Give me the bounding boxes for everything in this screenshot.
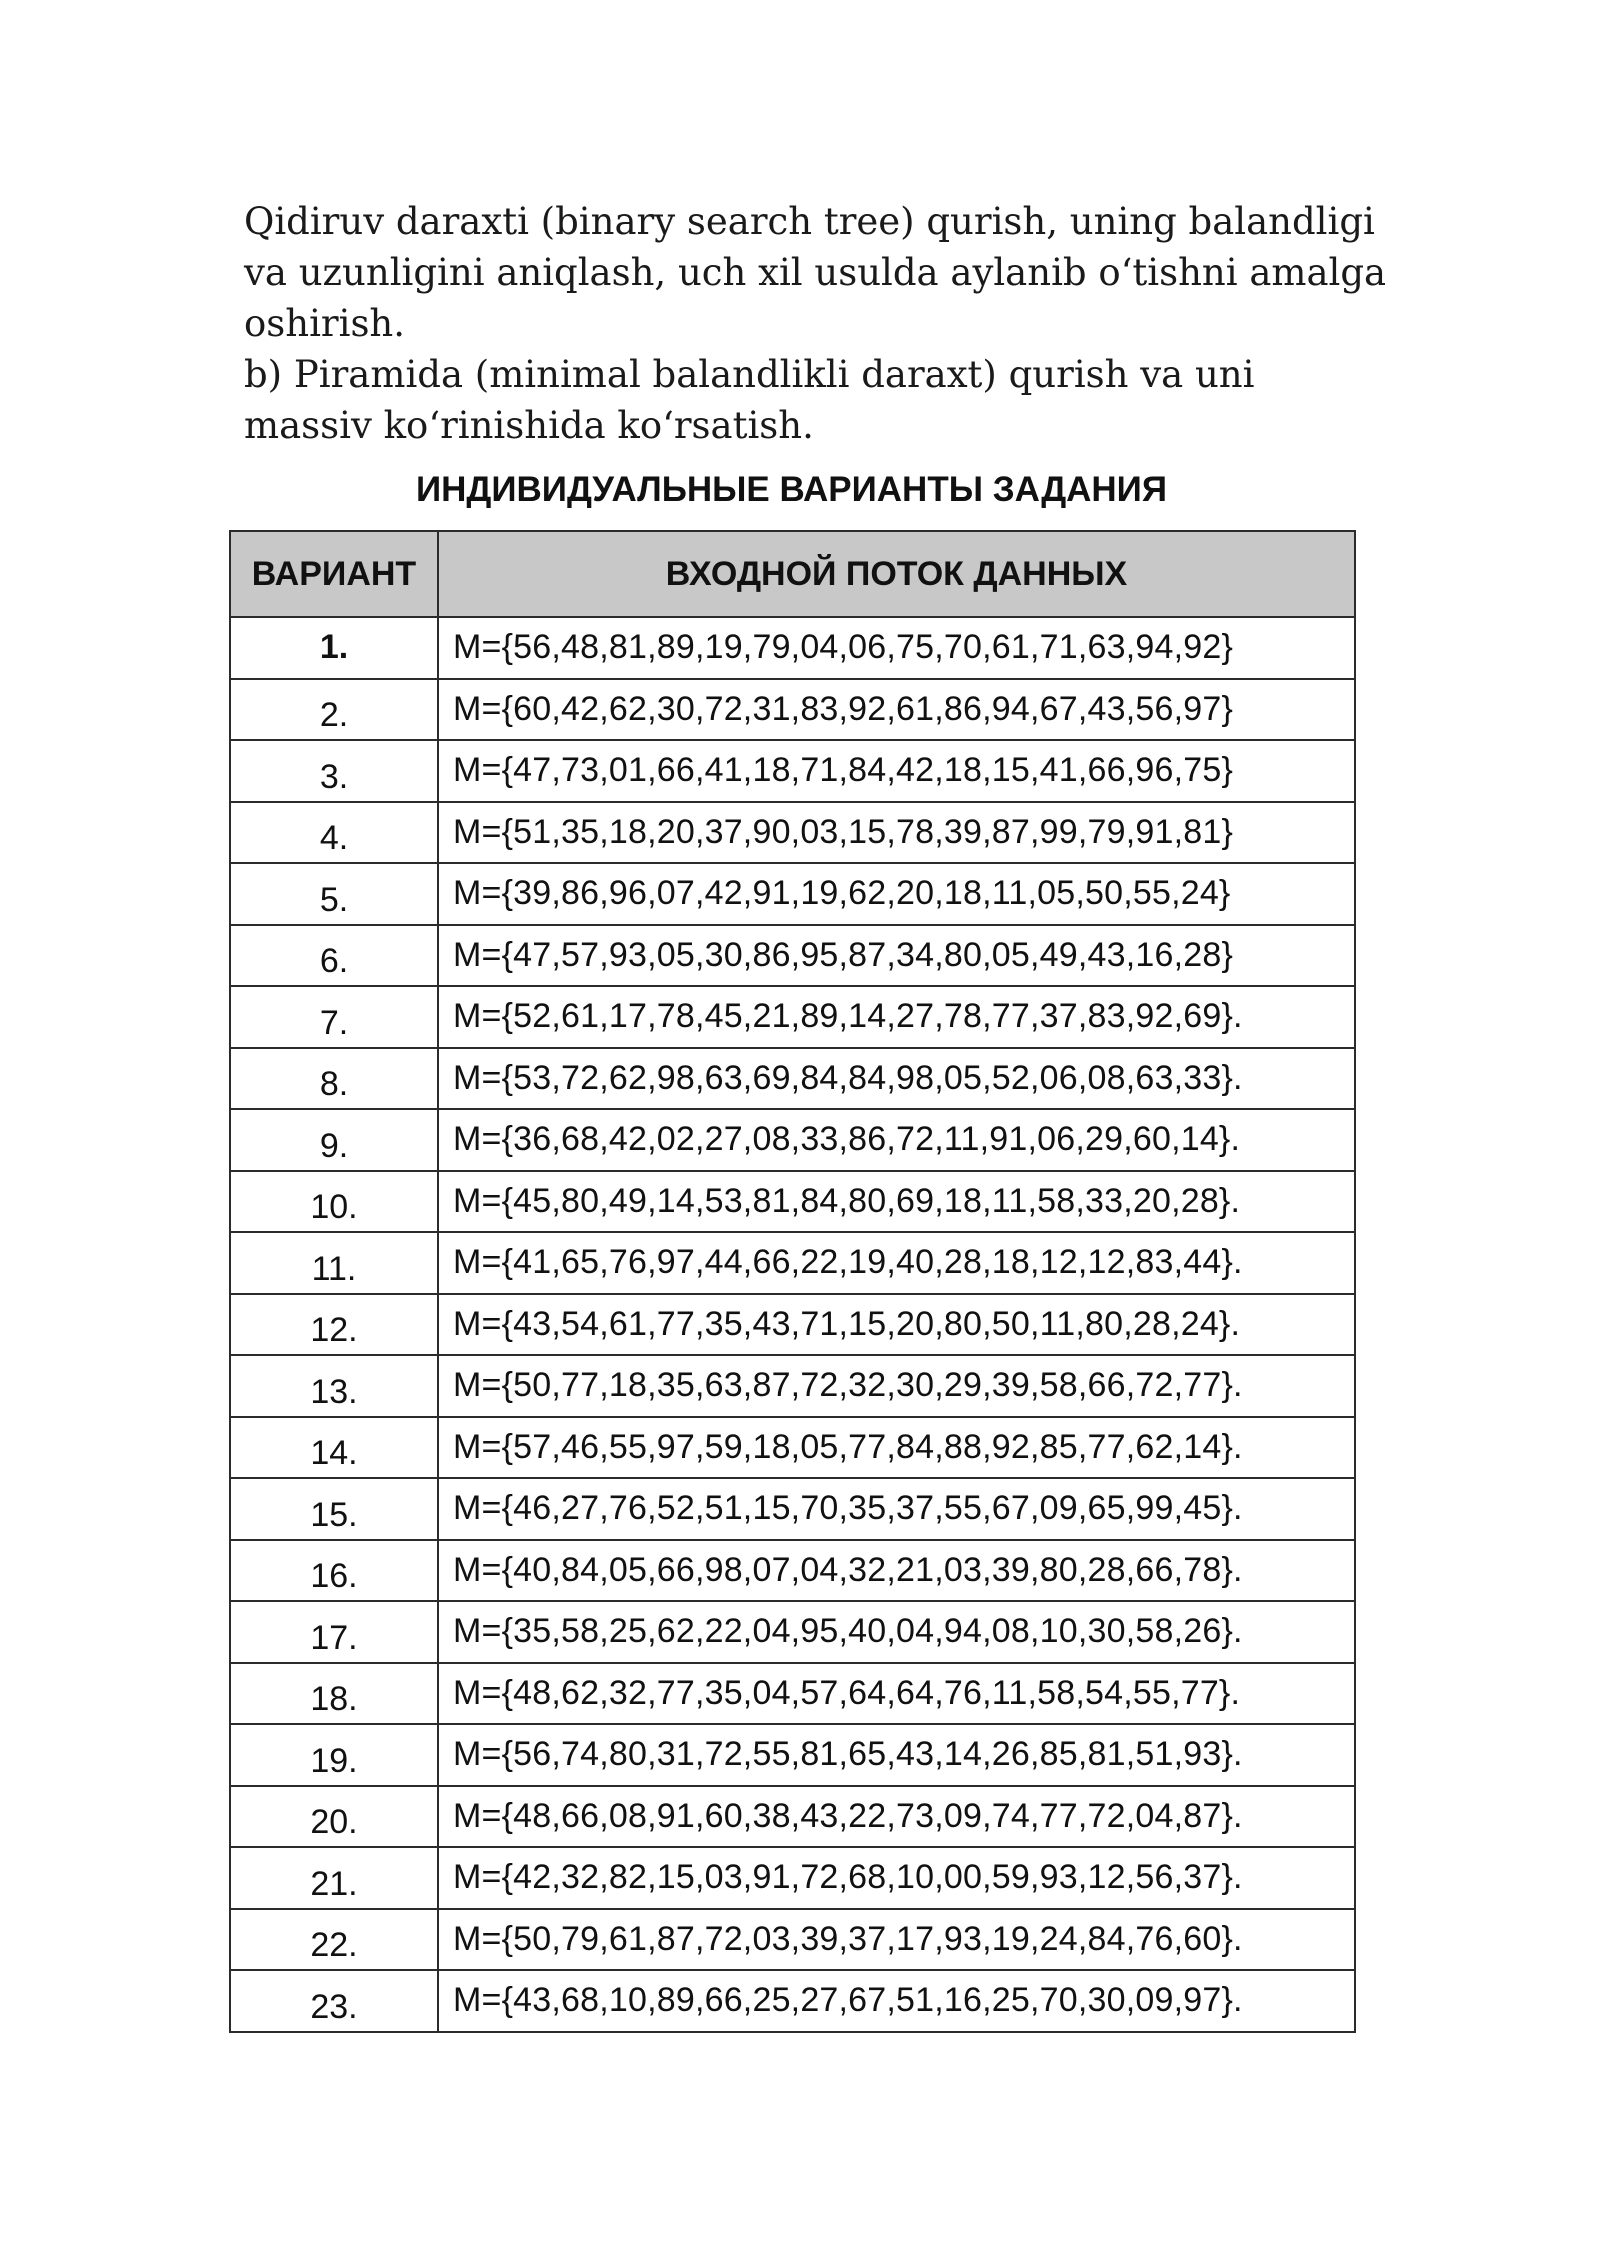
input-stream-value: M={46,27,76,52,51,15,70,35,37,55,67,09,65,99,45}. [438,1478,1355,1540]
section-heading: ИНДИВИДУАЛЬНЫЕ ВАРИАНТЫ ЗАДАНИЯ [415,470,1167,509]
table-row [230,802,1355,864]
table-row [230,1478,1355,1540]
variant-number: 22. [230,1909,438,1971]
input-stream-value: M={47,73,01,66,41,18,71,84,42,18,15,41,66,96,75} [438,740,1355,802]
table-row [230,1417,1355,1479]
column-header-input-stream: ВХОДНОЙ ПОТОК ДАННЫХ [438,531,1355,617]
variant-number: 4. [230,802,438,864]
table-row [230,1109,1355,1171]
variant-number: 19. [230,1724,438,1786]
table-row [230,863,1355,925]
input-stream-value: M={43,54,61,77,35,43,71,15,20,80,50,11,80,28,24}. [438,1294,1355,1356]
column-header-variant: ВАРИАНТ [230,531,438,617]
table-row [230,986,1355,1048]
table-header-row [230,531,1355,617]
task-description-part-b: b) Piramida (minimal balandlikli daraxt) qurish va uni massiv ko‘rinishida ko‘rsatish. [244,353,1255,447]
table-row [230,617,1355,679]
input-stream-value: M={48,66,08,91,60,38,43,22,73,09,74,77,72,04,87}. [438,1786,1355,1848]
input-stream-value: M={51,35,18,20,37,90,03,15,78,39,87,99,79,91,81} [438,802,1355,864]
table-row [230,1724,1355,1786]
variant-number: 15. [230,1478,438,1540]
variant-number: 9. [230,1109,438,1171]
table-row [230,1171,1355,1233]
input-stream-value: M={48,62,32,77,35,04,57,64,64,76,11,58,54,55,77}. [438,1663,1355,1725]
input-stream-value: M={50,77,18,35,63,87,72,32,30,29,39,58,66,72,77}. [438,1355,1355,1417]
variant-number: 21. [230,1847,438,1909]
input-stream-value: M={35,58,25,62,22,04,95,40,04,94,08,10,30,58,26}. [438,1601,1355,1663]
table-body [230,617,1355,2032]
variant-number: 13. [230,1355,438,1417]
table-row [230,1847,1355,1909]
table-row [230,1786,1355,1848]
table-row [230,1355,1355,1417]
table-row [230,1048,1355,1110]
variant-number: 23. [230,1970,438,2032]
input-stream-value: M={57,46,55,97,59,18,05,77,84,88,92,85,77,62,14}. [438,1417,1355,1479]
table-row [230,1540,1355,1602]
variant-number: 2. [230,679,438,741]
variant-number: 16. [230,1540,438,1602]
variant-number: 6. [230,925,438,987]
task-description [244,196,1394,451]
variant-number: 10. [230,1171,438,1233]
input-stream-value: M={39,86,96,07,42,91,19,62,20,18,11,05,50,55,24} [438,863,1355,925]
variant-number: 18. [230,1663,438,1725]
table-row [230,1970,1355,2032]
input-stream-value: M={40,84,05,66,98,07,04,32,21,03,39,80,28,66,78}. [438,1540,1355,1602]
variant-number: 11. [230,1232,438,1294]
variant-number: 8. [230,1048,438,1110]
input-stream-value: M={42,32,82,15,03,91,72,68,10,00,59,93,12,56,37}. [438,1847,1355,1909]
variant-number: 12. [230,1294,438,1356]
table-row [230,925,1355,987]
input-stream-value: M={56,74,80,31,72,55,81,65,43,14,26,85,81,51,93}. [438,1724,1355,1786]
table-row [230,1663,1355,1725]
input-stream-value: M={45,80,49,14,53,81,84,80,69,18,11,58,33,20,28}. [438,1171,1355,1233]
task-description-part-a: Qidiruv daraxti (binary search tree) qurish, uning balandligi va uzunligini aniqlash, uch xil usulda aylanib o‘tishni amalga oshirish. [244,200,1387,345]
table-row [230,1601,1355,1663]
table-row [230,1232,1355,1294]
variant-number: 14. [230,1417,438,1479]
input-stream-value: M={36,68,42,02,27,08,33,86,72,11,91,06,29,60,14}. [438,1109,1355,1171]
table-row [230,740,1355,802]
variant-number: 3. [230,740,438,802]
input-stream-value: M={56,48,81,89,19,79,04,06,75,70,61,71,63,94,92} [438,617,1355,679]
variant-number: 20. [230,1786,438,1848]
table-row [230,679,1355,741]
input-stream-value: M={53,72,62,98,63,69,84,84,98,05,52,06,08,63,33}. [438,1048,1355,1110]
variant-number: 1. [230,617,438,679]
variants-table [229,530,1356,2033]
input-stream-value: M={50,79,61,87,72,03,39,37,17,93,19,24,84,76,60}. [438,1909,1355,1971]
table-row [230,1909,1355,1971]
input-stream-value: M={41,65,76,97,44,66,22,19,40,28,18,12,12,83,44}. [438,1232,1355,1294]
variant-number: 7. [230,986,438,1048]
variant-number: 17. [230,1601,438,1663]
input-stream-value: M={47,57,93,05,30,86,95,87,34,80,05,49,43,16,28} [438,925,1355,987]
input-stream-value: M={43,68,10,89,66,25,27,67,51,16,25,70,30,09,97}. [438,1970,1355,2032]
input-stream-value: M={52,61,17,78,45,21,89,14,27,78,77,37,83,92,69}. [438,986,1355,1048]
input-stream-value: M={60,42,62,30,72,31,83,92,61,86,94,67,43,56,97} [438,679,1355,741]
variant-number: 5. [230,863,438,925]
table-row [230,1294,1355,1356]
